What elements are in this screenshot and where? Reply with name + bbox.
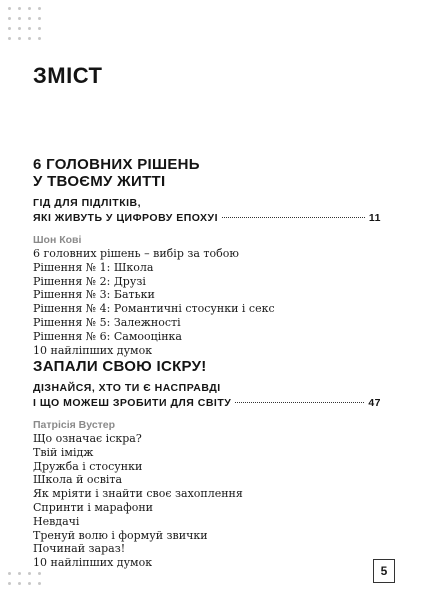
chapter-item: Що означає іскра? bbox=[33, 432, 142, 445]
dot-leader bbox=[222, 217, 365, 218]
chapter-item: 10 найліпших думок bbox=[33, 556, 153, 570]
chapter-list bbox=[33, 432, 381, 570]
book-title bbox=[33, 156, 381, 190]
toc-page-number: 47 bbox=[368, 397, 381, 409]
toc-entry-line[interactable] bbox=[33, 211, 381, 226]
book-entry-1 bbox=[33, 156, 381, 357]
dot-leader bbox=[235, 402, 364, 403]
toc-page-number: 11 bbox=[368, 212, 381, 224]
book-title bbox=[33, 358, 381, 375]
decorative-dots-bottom bbox=[8, 572, 48, 592]
chapter-item: Рішення № 2: Друзі bbox=[33, 274, 146, 288]
chapter-item: Рішення № 1: Школа bbox=[33, 260, 154, 274]
chapter-item: Рішення № 4: Романтичні стосунки і секс bbox=[33, 302, 275, 316]
chapter-item: Починай зараз! bbox=[33, 542, 126, 556]
chapter-item: 10 найліпших думок bbox=[33, 343, 153, 357]
chapter-item: Рішення № 5: Залежності bbox=[33, 315, 181, 329]
book-subtitle-line: ДІЗНАЙСЯ, ХТО ТИ Є НАСПРАВДІ bbox=[33, 382, 221, 394]
chapter-item: Дружба і стосунки bbox=[33, 459, 143, 473]
chapter-item: Невдачі bbox=[33, 514, 80, 528]
chapter-list bbox=[33, 247, 381, 357]
chapter-item: Школа й освіта bbox=[33, 473, 123, 487]
book-subtitle-line: І ЩО МОЖЕШ ЗРОБИТИ ДЛЯ СВІТУ bbox=[33, 397, 232, 409]
chapter-item: 6 головних рішень – вибір за тобою bbox=[33, 247, 239, 260]
book-subtitle bbox=[33, 196, 381, 226]
author-name: Патрісія Вустер bbox=[33, 419, 116, 431]
chapter-item: Твій імідж bbox=[33, 445, 94, 459]
book-entry-2 bbox=[33, 358, 381, 570]
chapter-item: Рішення № 3: Батьки bbox=[33, 288, 155, 302]
toc-entry-line[interactable] bbox=[33, 396, 381, 411]
book-subtitle-line: ГІД ДЛЯ ПІДЛІТКІВ, bbox=[33, 197, 142, 209]
book-title-line: ЗАПАЛИ СВОЮ ІСКРУ! bbox=[33, 358, 207, 375]
chapter-item: Тренуй волю і формуй звички bbox=[33, 528, 208, 542]
author-name: Шон Кові bbox=[33, 234, 82, 246]
chapter-item: Спринти і марафони bbox=[33, 500, 153, 514]
book-title-line: У ТВОЄМУ ЖИТТІ bbox=[33, 173, 166, 190]
decorative-dots-top bbox=[8, 7, 48, 47]
page-number: 5 bbox=[373, 559, 395, 583]
book-subtitle-line: ЯКІ ЖИВУТЬ У ЦИФРОВУ ЕПОХУІ bbox=[33, 212, 218, 224]
book-title-line: 6 ГОЛОВНИХ РІШЕНЬ bbox=[33, 156, 200, 173]
book-subtitle bbox=[33, 381, 381, 411]
chapter-item: Рішення № 6: Самооцінка bbox=[33, 329, 182, 343]
contents-heading: ЗМІСТ bbox=[33, 63, 103, 88]
chapter-item: Як мріяти і знайти своє захоплення bbox=[33, 487, 243, 501]
